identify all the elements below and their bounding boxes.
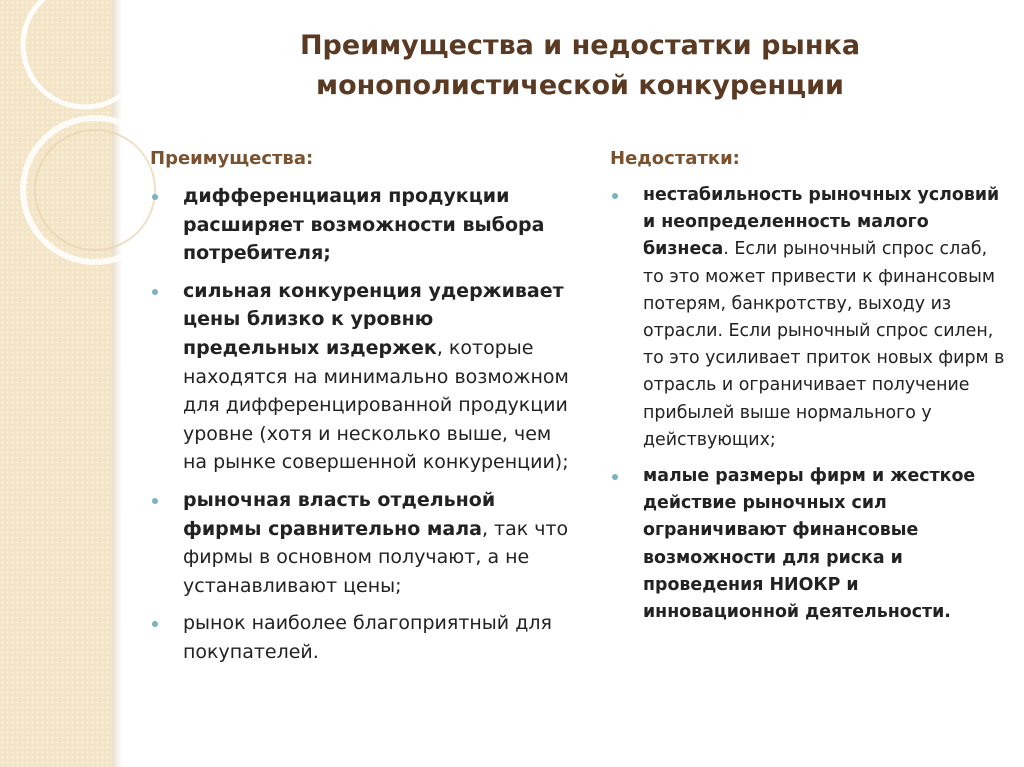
bullet-icon bbox=[152, 621, 158, 627]
item-text: рынок наиболее благоприятный для покупателей. bbox=[183, 612, 552, 663]
list-item bbox=[610, 463, 1005, 626]
disadvantages-heading: Недостатки: bbox=[610, 148, 740, 169]
item-bold-text: малые размеры фирм и жесткое действие рыночных сил ограничивают финансовые возможности для риска и проведения НИОКР и инновационной деятельности. bbox=[643, 466, 976, 623]
bullet-icon bbox=[152, 194, 158, 200]
item-bold-text: сильная конкуренция удерживает цены близко к уровню предельных издержек bbox=[183, 279, 564, 359]
list-item bbox=[150, 277, 570, 477]
item-text: , которые находятся на минимально возможном для дифференцированной продукции уровне (хотя и несколько выше, чем на рынке совершенной конкуренции); bbox=[183, 336, 569, 474]
bullet-icon bbox=[612, 474, 618, 480]
item-bold-text: дифференциация продукции расширяет возможности выбора потребителя; bbox=[183, 185, 545, 265]
slide-title-line-2: монополистической конкуренции bbox=[316, 70, 844, 101]
list-item bbox=[150, 182, 570, 268]
advantages-column bbox=[150, 146, 570, 676]
bullet-icon bbox=[612, 193, 618, 199]
item-text: , так что фирмы в основном получают, а не устанавливают цены; bbox=[183, 517, 569, 597]
list-item bbox=[610, 182, 1005, 454]
disadvantages-column bbox=[610, 146, 1005, 635]
item-bold-text: рыночная власть отдельной фирмы сравнительно мала bbox=[183, 488, 496, 540]
item-text: . Если рыночный спрос слаб, то это может привести к финансовым потерям, банкротству, выходу из отрасли. Если рыночный спрос силен, то это усиливает приток новых фирм в отрасль и ограничивает получение прибылей выше нормального у действующих; bbox=[643, 239, 1005, 450]
item-bold-text: нестабильность рыночных условий и неопределенность малого бизнеса bbox=[643, 185, 1000, 260]
disadvantages-list bbox=[610, 182, 1005, 626]
bullet-icon bbox=[152, 289, 158, 295]
slide-title bbox=[190, 26, 970, 106]
advantages-list bbox=[150, 182, 570, 667]
advantages-heading: Преимущества: bbox=[150, 148, 314, 169]
list-item bbox=[150, 609, 570, 666]
slide-title-line-1: Преимущества и недостатки рынка bbox=[299, 30, 861, 61]
bullet-icon bbox=[152, 498, 158, 504]
list-item bbox=[150, 486, 570, 600]
